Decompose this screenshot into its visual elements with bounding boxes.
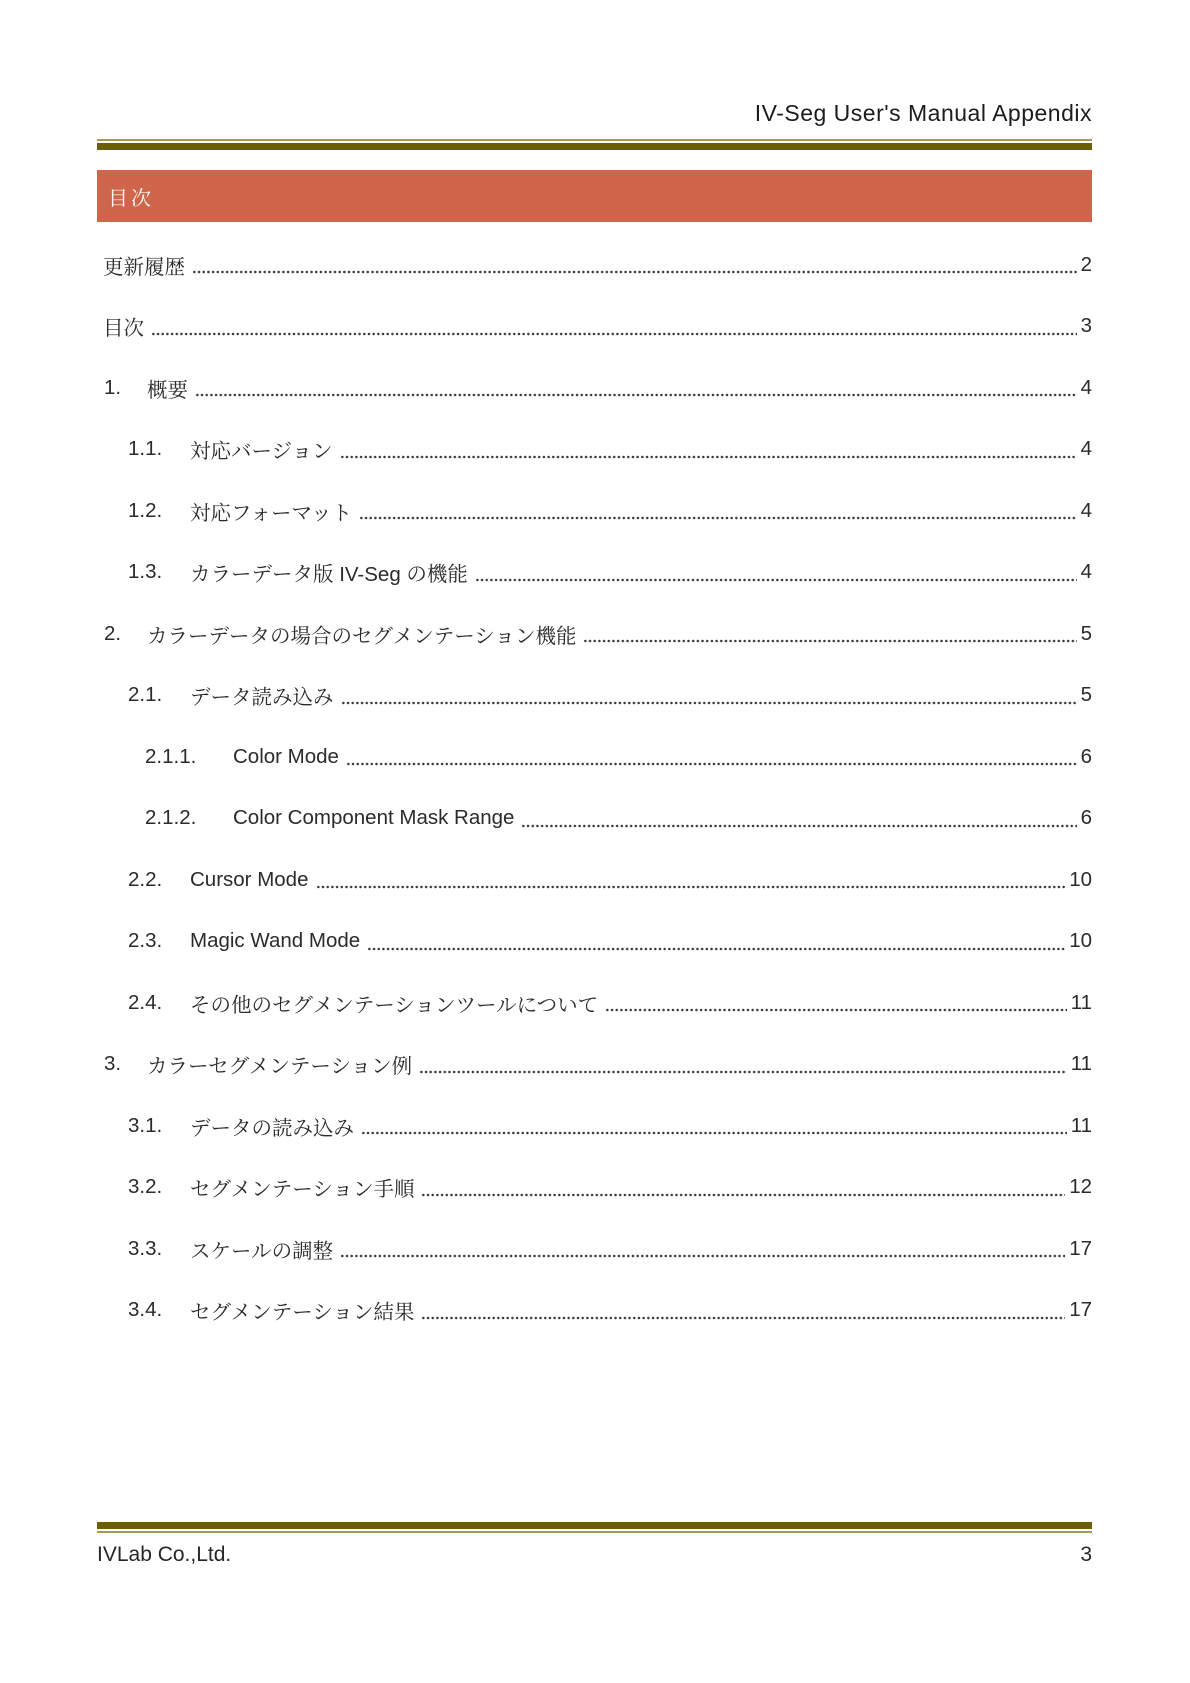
- toc-entry[interactable]: [97, 357, 1092, 419]
- footer-rule-thin-line: [97, 1531, 1092, 1533]
- toc-heading-banner: [97, 170, 1092, 222]
- toc-entry-title: カラーデータの場合のセグメンテーション機能: [147, 624, 577, 648]
- toc-entry-title: スケールの調整: [190, 1239, 334, 1263]
- toc-entry-number: 1.1.: [128, 437, 163, 461]
- toc-entry-title: 対応フォーマット: [190, 501, 353, 525]
- toc-dotted-leader: [419, 1070, 1067, 1073]
- header-rule: [97, 139, 1092, 150]
- toc-entry-title: セグメンテーション手順: [190, 1178, 415, 1202]
- toc-entry[interactable]: [97, 1218, 1092, 1280]
- toc-entry[interactable]: [97, 1095, 1092, 1157]
- toc-entry[interactable]: [97, 1157, 1092, 1219]
- toc-dotted-leader: [151, 332, 1077, 335]
- toc-entry-number: 3.: [104, 1052, 122, 1076]
- toc-entry-page: 17: [1069, 1298, 1092, 1322]
- toc-entry-number: 2.4.: [128, 990, 163, 1014]
- toc-entry-page: 10: [1069, 929, 1092, 953]
- toc-entry[interactable]: [97, 972, 1092, 1034]
- toc-dotted-leader: [605, 1009, 1067, 1012]
- toc-entry-title: カラーデータ版 IV-Seg の機能: [190, 563, 468, 587]
- page-footer: [97, 1543, 1092, 1567]
- toc-entry-title: Magic Wand Mode: [190, 929, 361, 953]
- toc-entry-page: 12: [1069, 1175, 1092, 1199]
- toc-dotted-leader: [421, 1316, 1065, 1319]
- toc-dotted-leader: [346, 763, 1077, 766]
- toc-dotted-leader: [361, 1132, 1067, 1135]
- toc-dotted-leader: [341, 701, 1077, 704]
- toc-entry-number: 3.2.: [128, 1175, 163, 1199]
- toc-entry-page: 4: [1080, 437, 1092, 461]
- toc-entry-title: 対応バージョン: [190, 440, 333, 464]
- page-header-title: IV-Seg User's Manual Appendix: [754, 100, 1092, 126]
- toc-dotted-leader: [367, 947, 1065, 950]
- toc-entry-page: 5: [1080, 621, 1092, 645]
- toc-entry-page: 10: [1069, 867, 1092, 891]
- toc-entry-page: 6: [1080, 806, 1092, 830]
- toc-dotted-leader: [359, 517, 1076, 520]
- toc-dotted-leader: [195, 394, 1077, 397]
- toc-dotted-leader: [192, 271, 1077, 274]
- toc-entry-number: 2.3.: [128, 929, 163, 953]
- toc-entry-page: 5: [1080, 683, 1092, 707]
- toc-entry-page: 11: [1070, 1052, 1092, 1076]
- toc-entry[interactable]: [97, 542, 1092, 604]
- footer-company-name: IVLab Co.,Ltd.: [97, 1543, 232, 1566]
- toc-dotted-leader: [340, 455, 1077, 458]
- toc-entry-title: 目次: [103, 317, 144, 341]
- toc-entry[interactable]: [97, 603, 1092, 665]
- toc-entry-title: 概要: [147, 378, 188, 402]
- toc-entry-number: 2.2.: [128, 867, 163, 891]
- toc-entry-page: 4: [1080, 560, 1092, 584]
- toc-entry-number: 3.3.: [128, 1236, 163, 1260]
- toc-dotted-leader: [421, 1193, 1065, 1196]
- toc-entry[interactable]: [97, 419, 1092, 481]
- toc-entry-number: 3.1.: [128, 1113, 163, 1137]
- toc-entry-page: 11: [1070, 990, 1092, 1014]
- toc-entry[interactable]: [97, 911, 1092, 973]
- toc-entry[interactable]: [97, 234, 1092, 296]
- toc-heading-title: 目次: [108, 187, 154, 210]
- toc-entry-page: 11: [1070, 1113, 1092, 1137]
- toc-entry-title: Color Component Mask Range: [233, 806, 515, 830]
- footer-page-number: 3: [1080, 1543, 1092, 1566]
- toc-entry[interactable]: [97, 726, 1092, 788]
- toc-entry-number: 2.1.2.: [145, 806, 197, 830]
- toc-dotted-leader: [521, 824, 1076, 827]
- toc-entry-page: 6: [1080, 744, 1092, 768]
- toc-entry[interactable]: [97, 296, 1092, 358]
- toc-dotted-leader: [340, 1255, 1065, 1258]
- toc-entry-title: カラーセグメンテーション例: [147, 1055, 413, 1079]
- toc-entry-title: セグメンテーション結果: [190, 1301, 415, 1325]
- header-rule-thick-line: [97, 143, 1092, 150]
- footer-rule: [97, 1522, 1092, 1533]
- toc-dotted-leader: [583, 640, 1076, 643]
- toc-entry-page: 3: [1080, 314, 1092, 338]
- toc-entry-title: データの読み込み: [190, 1116, 354, 1140]
- toc-entry[interactable]: [97, 1280, 1092, 1342]
- toc-entry-page: 4: [1080, 375, 1092, 399]
- toc-entry-number: 2.1.1.: [145, 744, 197, 768]
- toc-entry-page: 2: [1080, 252, 1092, 276]
- toc-dotted-leader: [316, 886, 1066, 889]
- toc-entry-page: 4: [1080, 498, 1092, 522]
- toc-entry-title: Color Mode: [233, 744, 339, 768]
- toc-entry-title: Cursor Mode: [190, 867, 309, 891]
- footer-rule-thick-line: [97, 1522, 1092, 1529]
- toc-entry-number: 1.: [104, 375, 122, 399]
- toc-entry-number: 1.3.: [128, 560, 163, 584]
- toc-entry[interactable]: [97, 665, 1092, 727]
- toc-entry-number: 2.: [104, 621, 122, 645]
- toc-entry-number: 3.4.: [128, 1298, 163, 1322]
- toc-entry-number: 2.1.: [128, 683, 163, 707]
- toc-entry[interactable]: [97, 849, 1092, 911]
- toc-entry-page: 17: [1069, 1236, 1092, 1260]
- toc-entry-number: 1.2.: [128, 498, 163, 522]
- toc-entry-title: その他のセグメンテーションツールについて: [190, 993, 599, 1017]
- toc-list: [97, 234, 1092, 1341]
- toc-entry-title: 更新履歴: [103, 255, 185, 279]
- toc-entry[interactable]: [97, 480, 1092, 542]
- toc-dotted-leader: [475, 578, 1077, 581]
- toc-entry[interactable]: [97, 1034, 1092, 1096]
- toc-entry-title: データ読み込み: [190, 686, 334, 710]
- toc-entry[interactable]: [97, 788, 1092, 850]
